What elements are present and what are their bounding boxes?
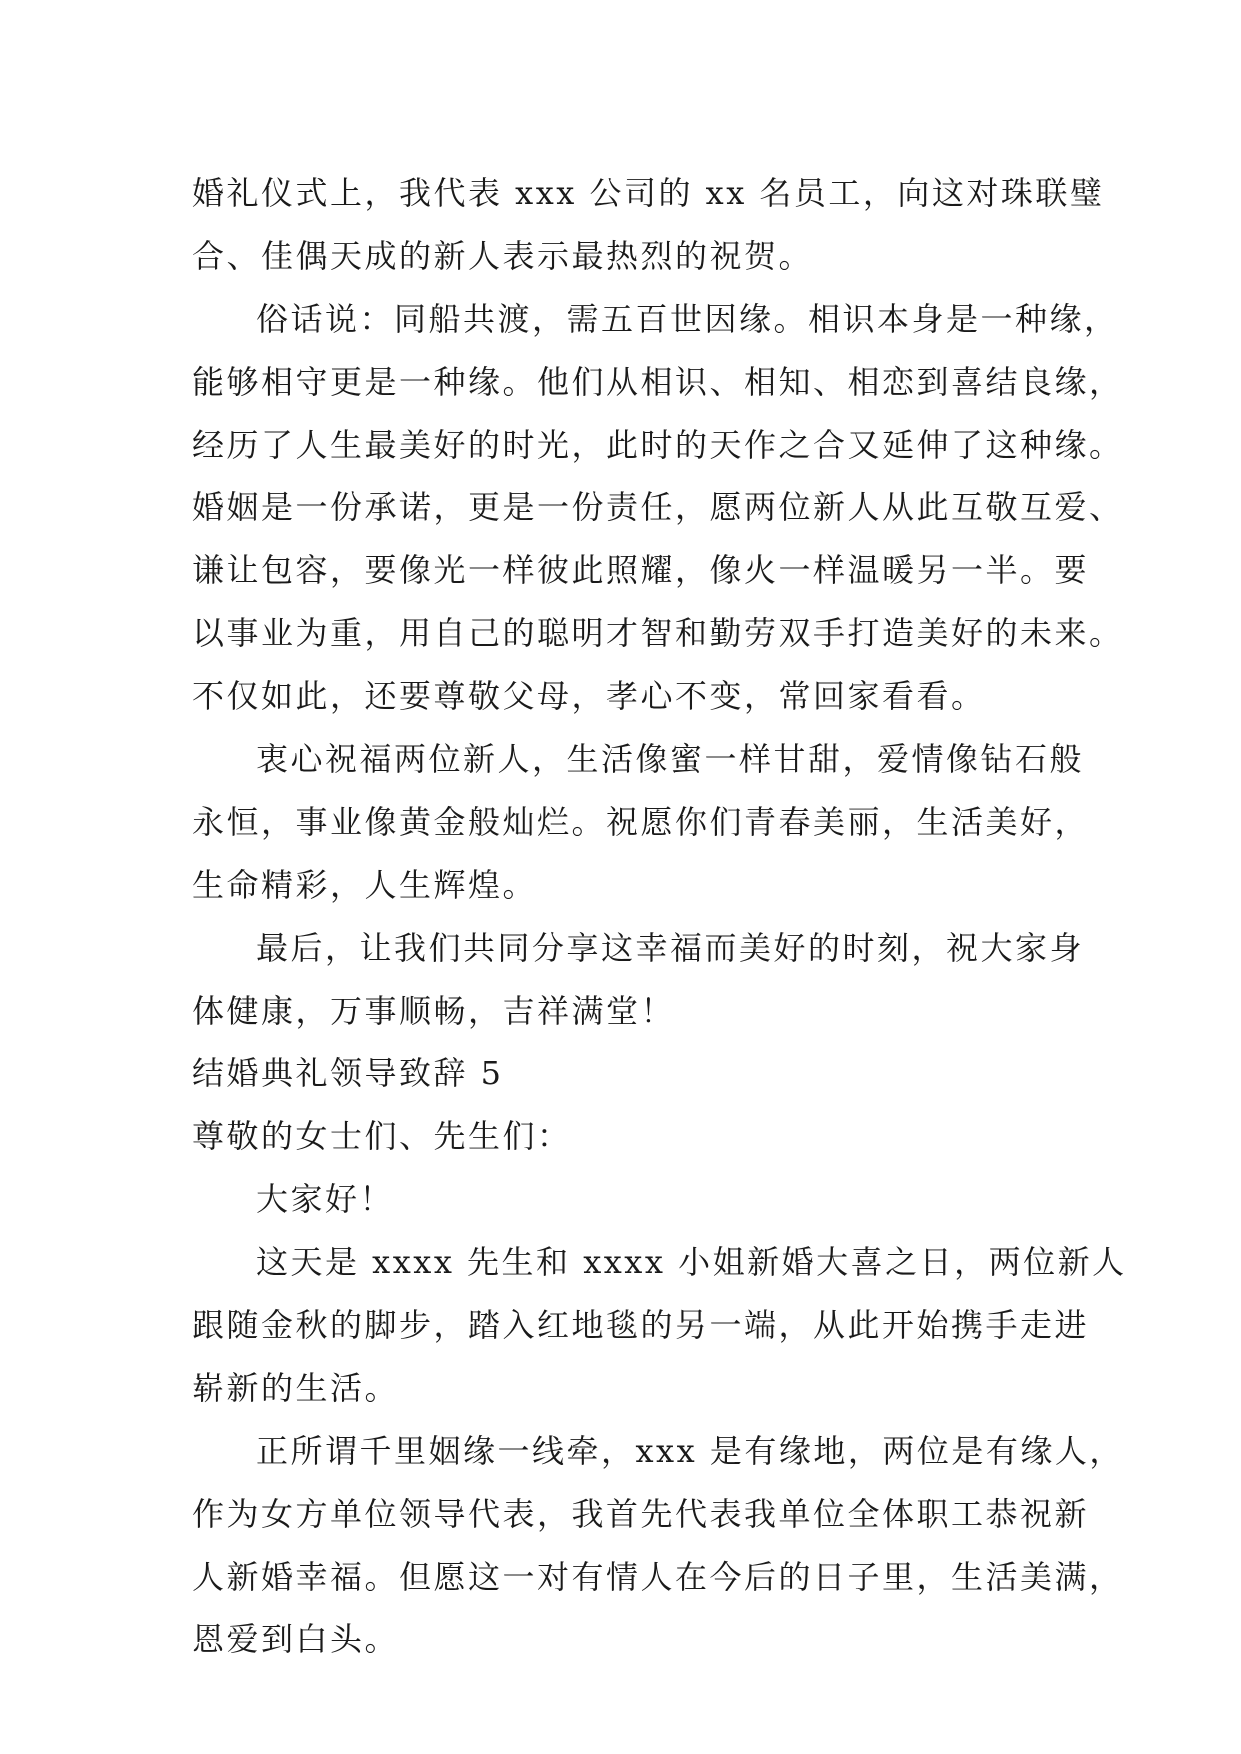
salutation: 尊敬的女士们、先生们： bbox=[192, 1117, 572, 1156]
text-line: 这天是 xxxx 先生和 xxxx 小姐新婚大喜之日，两位新人 bbox=[256, 1243, 1127, 1282]
text-line: 经历了人生最美好的时光，此时的天作之合又延伸了这种缘。 bbox=[192, 425, 1124, 464]
text-line: 能够相守更是一种缘。他们从相识、相知、相恋到喜结良缘， bbox=[192, 362, 1124, 401]
text-line: 衷心祝福两位新人，生活像蜜一样甘甜，爱情像钻石般 bbox=[256, 740, 1085, 779]
text-line: 恩爱到白头。 bbox=[192, 1620, 400, 1659]
greeting: 大家好！ bbox=[256, 1180, 395, 1219]
text-line: 合、佳偶天成的新人表示最热烈的祝贺。 bbox=[192, 236, 814, 275]
text-line: 婚姻是一份承诺，更是一份责任，愿两位新人从此互敬互爱、 bbox=[192, 488, 1124, 527]
text-line: 婚礼仪式上，我代表 xxx 公司的 xx 名员工，向这对珠联璧 bbox=[192, 174, 1105, 212]
text-line: 生命精彩，人生辉煌。 bbox=[192, 865, 538, 904]
text-line: 以事业为重，用自己的聪明才智和勤劳双手打造美好的未来。 bbox=[192, 614, 1124, 653]
text-line: 俗话说：同船共渡，需五百世因缘。相识本身是一种缘， bbox=[256, 299, 1119, 338]
text-line: 人新婚幸福。但愿这一对有情人在今后的日子里，生活美满， bbox=[192, 1557, 1124, 1596]
text-line: 体健康，万事顺畅，吉祥满堂！ bbox=[192, 991, 676, 1030]
text-line: 作为女方单位领导代表，我首先代表我单位全体职工恭祝新 bbox=[192, 1494, 1090, 1533]
text-line: 跟随金秋的脚步，踏入红地毯的另一端，从此开始携手走进 bbox=[192, 1306, 1090, 1345]
document-body bbox=[192, 162, 1127, 1671]
text-line: 不仅如此，还要尊敬父母，孝心不变，常回家看看。 bbox=[192, 677, 986, 716]
section-heading: 结婚典礼领导致辞 5 bbox=[192, 1054, 504, 1093]
text-line: 最后，让我们共同分享这幸福而美好的时刻，祝大家身 bbox=[256, 928, 1085, 967]
text-line: 谦让包容，要像光一样彼此照耀，像火一样温暖另一半。要 bbox=[192, 551, 1090, 590]
text-line: 崭新的生活。 bbox=[192, 1368, 400, 1407]
text-line: 正所谓千里姻缘一线牵，xxx 是有缘地，两位是有缘人， bbox=[256, 1431, 1124, 1470]
text-line: 永恒，事业像黄金般灿烂。祝愿你们青春美丽，生活美好， bbox=[192, 802, 1090, 841]
